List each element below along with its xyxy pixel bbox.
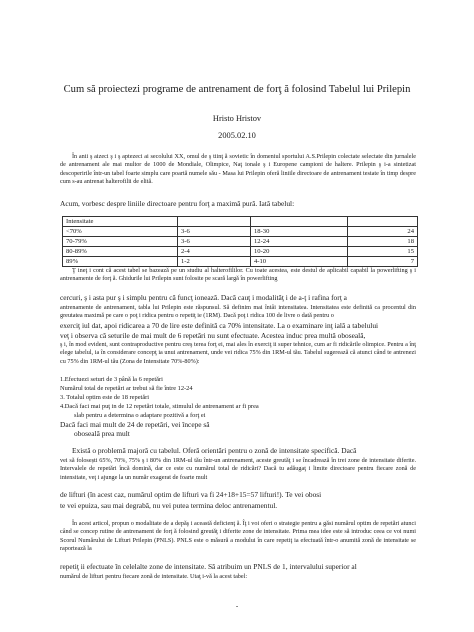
paragraph-2a: Ţ ineţ i cont că acest tabel se bazează pe un studiu al halterofililor. Cu toate acestea, este destul de aplicabil capabil la powerlifting ş i antrenamente de forţ ă. Ghidurile lui Prilepin sunt folosite pe scară largă în powerlifting	[60, 267, 416, 283]
table-row	[63, 257, 418, 267]
page-number: -	[235, 602, 239, 610]
paragraph-4b: repetiţ ii efectuate în celelalte zone de intensitate. Să atribuim un PNLS de 1, intervalului superior al	[60, 562, 357, 571]
document-date: 2005.02.10	[218, 131, 256, 140]
table-cell: 18	[348, 237, 418, 247]
table-row	[63, 227, 418, 237]
paragraph-3a: Există o problemă majoră cu tabelul. Oferă orientări pentru o zonă de intensitate specifică. Dacă	[72, 446, 357, 455]
table-header-cell	[348, 217, 418, 227]
table-header-row	[63, 217, 418, 227]
list-item: Numărul total de repetări ar trebui să fie între 12-24	[60, 385, 193, 392]
list-item: 3. Totalul optim este de 18 repetări	[60, 394, 150, 401]
table-cell: 89%	[63, 257, 178, 267]
intro-paragraph: În anii ş aizeci ş i ş aptezeci ai secolului XX, omul de ş tiinţ ă sovietic în domeniul sportului A.S.Prilepin colectate selectate din jurnalele de antrenament ale mai multor de 1000 de Mondiale, Olimpice, Naţ ionale ş i Europene campioni de halterе. Prilepin ş i-a sintetizat descoperirile într-un tabel foarte simplu care poartă numele său - Masa lui Prilepin oferă liniile directoare de antrenament testate în timp despre cum s-au antrenat halterofilii de elită.	[60, 153, 416, 186]
paragraph-2c: antrenamente de antrenament, tabla lui Prilepin este răspunsul. Să definim mai întâi intensitatea. Intensitatea este definită ca procentul din greutatea maximă pe care o poţ i ridica pentru o repetiţ ie (1RM). Dacă poţ i ridica 100 de livre o dată pentru o	[60, 304, 416, 320]
paragraph-2e: veţ i observa că seturile de mai mult de 6 repetări nu sunt efectuate. Acestea induc prea multă oboseală,	[60, 331, 366, 340]
table-header-cell	[178, 217, 251, 227]
paragraph-3b: vei să folosești 65%, 70%, 75% ş i 80% din 1RM-ul tău într-un antrenament, aceste greutăţ i se încadrează în trei zone de intensitate diferite. Intervalele de repetări încă domină, dar ce este cu numărul total de ridicări? Dacă tu adăugaţ i limite directoare pentru fiecare zonă de intensitate, veţ i ajunge la un număr exagerat de foarte mult	[60, 457, 416, 481]
list-item: Dacă faci mai mult de 24 de repetări, vei începe să	[60, 420, 210, 429]
guideline-list	[60, 375, 416, 438]
list-item: 1.Efectuezi seturi de 3 până la 6 repetări	[60, 376, 163, 383]
table-row	[63, 237, 418, 247]
table-cell: 70-79%	[63, 237, 178, 247]
document-title: Cum să proiectezi programe de antrenament de forţ ă folosind Tabelul lui Prilepin	[63, 84, 411, 95]
paragraph-3c: de lifturi (în acest caz, numărul optim de lifturi va fi 24+18+15=57 lifturi!). Te vei obosi	[60, 490, 322, 499]
list-item: slab pentru a determina o adaptare pozitivă a forţ ei	[74, 412, 206, 419]
table-cell: 12-24	[251, 237, 348, 247]
table-header-cell: Intensitate	[63, 217, 178, 227]
table-header-cell	[251, 217, 348, 227]
table-cell: 3-6	[178, 237, 251, 247]
paragraph-4c: numărul de lifturi pentru fiecare zonă de intensitate. Utaţ i-vă la acest tabel:	[60, 573, 248, 580]
table-cell: 4-10	[251, 257, 348, 267]
table-cell: 7	[348, 257, 418, 267]
list-item: oboseală prea mult	[74, 429, 130, 438]
table-row	[63, 247, 418, 257]
table-cell: 3-6	[178, 227, 251, 237]
table-cell: 10-20	[251, 247, 348, 257]
table-cell: 1-2	[178, 257, 251, 267]
table-cell: 24	[348, 227, 418, 237]
paragraph-3d: te vei epuiza, sau mai degrabă, nu vei putea termina deloc antrenamentul.	[60, 501, 278, 510]
prilepin-table	[62, 216, 418, 267]
table-cell: 2-4	[178, 247, 251, 257]
paragraph-2b: cercuri, ş i asta pur ş i simplu pentru că funcţ ionează. Dacă cauţ i modalităţ i de a-ţ i rafina forţ a	[60, 293, 347, 302]
paragraph-2d: exerciţ iul dat, apoi ridicarea a 70 de lire este definită ca 70% intensitate. La o examinare inţ ială a tabelului	[60, 321, 379, 330]
list-item: 4.Dacă faci mai puţ in de 12 repetări totale, stimulul de antrenament ar fi prea	[60, 403, 259, 410]
paragraph-4a: În acest articol, propun o modalitate de a depăş i această deficienţ ă. Îţ i voi oferi o strategie pentru a găsi numărul optim de repetări atunci când se concep rutine de antrenament de forţ ă folosind greutăţ i diferite zone de intensitate. Prima mea idee este să introduc ceea ce voi numi Scorul Numărului de Lifturi Prilepin (PNLS). PNLS este o măsură a modului în care repetiţ ia efectuată într-o anumită zonă de intensitate se raportează la	[60, 520, 416, 553]
table-cell: 80-89%	[63, 247, 178, 257]
table-cell: <70%	[63, 227, 178, 237]
paragraph-2f: ş i, în mod evident, sunt contraproductive pentru creş terea forţ ei, mai ales în exerciţ ii super tehnice, cum ar fi ridicările olimpice. Pentru a înţ elege tabelul, ia în considerare concepţ ia unui antrenament, unde vei ridica 75% din 1RM-ul tău. Tabelul sugerează că atunci când te antrenezi cu 75% din 1RM-ul tău (Zona de Intensitate 70%-80%):	[60, 341, 416, 365]
table-cell: 15	[348, 247, 418, 257]
table-cell: 18-30	[251, 227, 348, 237]
author-name: Hristo Hristov	[212, 114, 262, 123]
intro-sentence: Acum, vorbesc despre liniile directoare pentru forţ a maximă pură. Iată tabelul:	[60, 199, 295, 208]
